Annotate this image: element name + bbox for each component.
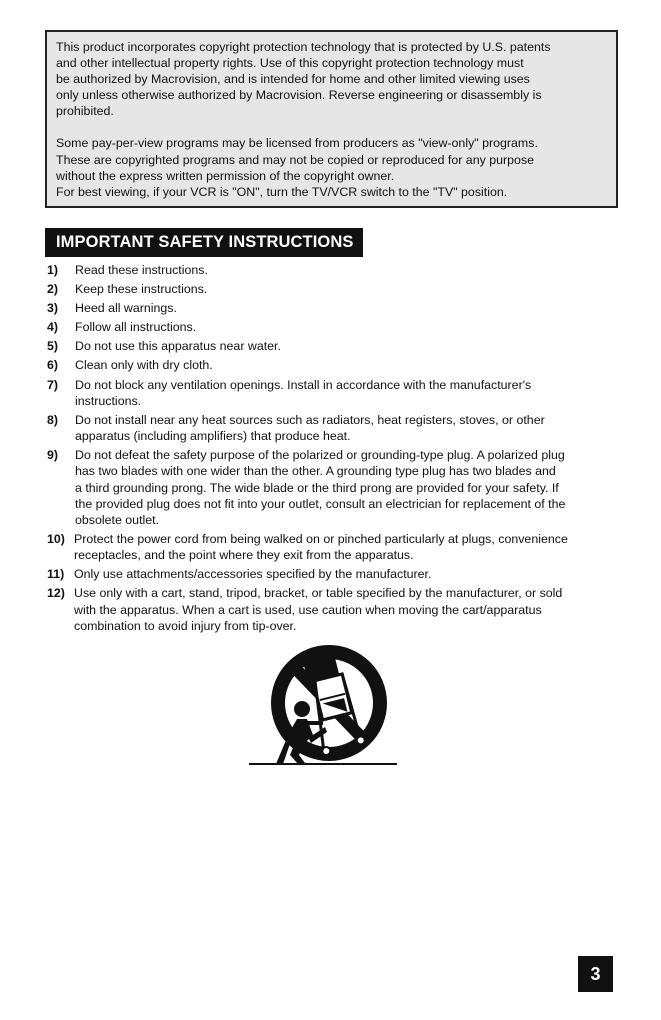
list-item — [47, 412, 617, 444]
item-number: 10) — [47, 532, 65, 547]
item-text: Heed all warnings. — [75, 301, 177, 316]
item-text: Use only with a cart, stand, tripod, bracket, or table specified by the manufacturer, or sold with the apparatus. When a cart is used, use caution when moving the cart/apparatus combination to avoid injury from tip-over. — [74, 586, 563, 633]
list-item — [47, 585, 617, 634]
item-number: 8) — [47, 412, 59, 427]
item-text: Do not block any ventilation openings. Install in accordance with the manufacturer's instructions. — [75, 377, 532, 408]
item-text: Protect the power cord from being walked on or pinched particularly at plugs, convenience receptacles, and the point where they exit from the apparatus. — [74, 532, 568, 563]
list-item — [47, 566, 617, 582]
macrovision-notice: This product incorporates copyright protection technology that is protected by U.S. patents and other intellectual property rights. Use of this copyright protection technology must be authorized by Macrovision, and is intended for home and other limited viewing uses only unless otherwise authorized by Macrovision. Reverse engineering or disassembly is prohibited. — [56, 40, 551, 119]
item-number: 4) — [47, 320, 59, 335]
item-number: 9) — [47, 448, 59, 463]
item-number: 5) — [47, 339, 59, 354]
item-number: 11) — [47, 567, 65, 582]
item-text: Clean only with dry cloth. — [75, 358, 213, 373]
item-number: 7) — [47, 377, 59, 392]
item-number: 2) — [47, 282, 59, 297]
list-item — [47, 300, 617, 316]
item-text: Only use attachments/accessories specified by the manufacturer. — [74, 567, 432, 582]
pay-per-view-notice: Some pay-per-view programs may be licensed from producers as "view-only" programs. These are copyrighted programs and may not be copied or reproduced for any purpose without the express written permission of the copyright owner. For best viewing, if your VCR is "ON", turn the TV/VCR switch to the "TV" position. — [56, 136, 538, 199]
item-text: Read these instructions. — [75, 263, 208, 277]
safety-instructions-heading: IMPORTANT SAFETY INSTRUCTIONS — [45, 228, 363, 257]
page-number: 3 — [578, 956, 613, 992]
list-item — [47, 357, 617, 373]
cart-tip-over-warning-icon — [247, 643, 399, 767]
item-number: 1) — [47, 263, 59, 277]
item-text: Do not use this apparatus near water. — [75, 339, 281, 354]
item-number: 6) — [47, 358, 59, 373]
item-text: Follow all instructions. — [75, 320, 197, 335]
item-number: 3) — [47, 301, 59, 316]
list-item — [47, 319, 617, 335]
item-text: Do not defeat the safety purpose of the polarized or grounding-type plug. A polarized plug has two blades with one wider than the other. A grounding type plug has two blades and a third grounding prong. The wide blade or the third prong are provided for your safety. If the provided plug does not fit into your outlet, consult an electrician for replacement of the obsolete outlet. — [75, 448, 566, 527]
list-item — [47, 377, 617, 409]
list-item — [47, 338, 617, 354]
copyright-notice-box — [45, 30, 618, 208]
item-text: Keep these instructions. — [75, 282, 208, 297]
list-item — [47, 262, 617, 278]
safety-instructions-list — [47, 262, 617, 637]
item-number: 12) — [47, 586, 65, 601]
item-text: Do not install near any heat sources such as radiators, heat registers, stoves, or other apparatus (including amplifiers) that produce heat. — [75, 412, 545, 444]
list-item — [47, 531, 617, 563]
list-item — [47, 281, 617, 297]
list-item — [47, 447, 617, 528]
